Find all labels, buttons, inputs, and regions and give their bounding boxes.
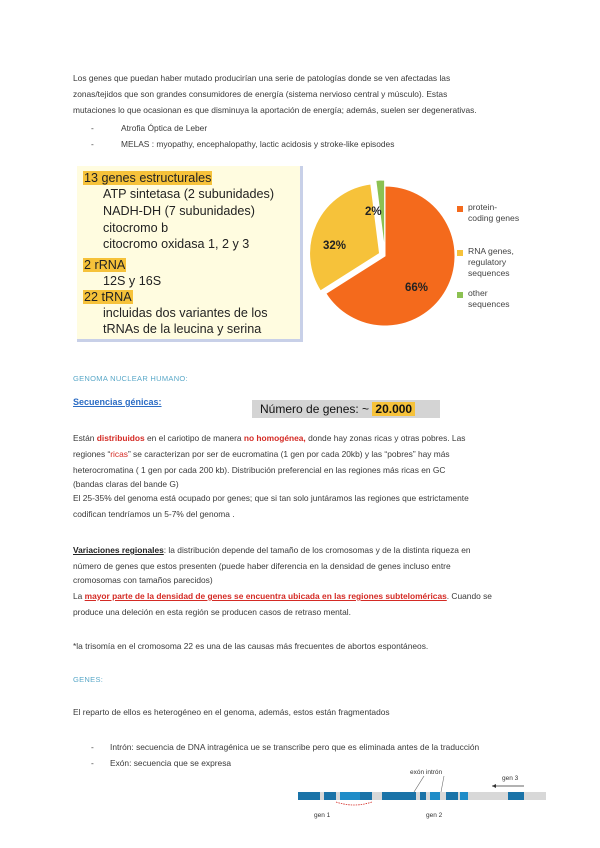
legend-rna-line: RNA genes, [468, 246, 514, 256]
p4-line-2: produce una deleción en esta región se producen casos de retraso mental. [73, 607, 351, 617]
legend-protein-line: protein- [468, 202, 498, 212]
bullet-melas-text: MELAS : myopathy, encephalopathy, lactic acidosis y stroke-like episodes [121, 139, 395, 149]
legend-protein [468, 202, 519, 224]
legend-other-line: other [468, 288, 488, 298]
legend-swatch-protein [457, 206, 463, 212]
p1-line-1 [73, 431, 528, 445]
genes-count-value: 20.000 [372, 402, 415, 416]
section-title-genes: GENES: [73, 675, 104, 684]
bullet-exon-text: Exón: secuencia que se expresa [110, 758, 232, 768]
segment-gen2 [382, 792, 416, 800]
gene-structure-diagram [296, 764, 552, 824]
p3-line1-text: : la distribución depende del tamaño de los cromosomas y de la distinta riqueza en [163, 545, 471, 555]
gen1-bracket [336, 802, 372, 805]
intro-line-1: Los genes que puedan haber mutado producirían una serie de patologías donde se ven afectadas las [73, 73, 451, 83]
p4-line-1 [73, 589, 528, 603]
segment-gen1 [298, 792, 320, 800]
segment-gen2 [446, 792, 458, 800]
segment-gen1 [360, 792, 372, 800]
p1-line-2 [73, 447, 528, 461]
gen3-arrow-head [492, 784, 496, 788]
pie-label-protein: 66% [405, 282, 429, 294]
p1-line-4: (bandas claras del bande G) [73, 479, 179, 489]
bullet-dash: - [91, 123, 94, 133]
pie-slices [310, 180, 455, 326]
subheading-secuencias [73, 395, 162, 409]
p4-red: mayor parte de la densidad de genes se encuentra ubicada en las regiones subteloméricas [84, 591, 447, 601]
structural-genes-header-text: 13 genes estructurales [84, 171, 212, 185]
rrna-header [83, 257, 126, 273]
segment-gen1 [340, 792, 360, 800]
segment-gen2 [430, 792, 440, 800]
pointer-exon [414, 776, 424, 792]
rrna-header-text: 2 rRNA [84, 258, 126, 272]
p1-mid: en el cariotipo de manera [144, 433, 244, 443]
p3-bold: Variaciones regionales [73, 545, 164, 555]
p1-distribuidos: distribuidos [96, 433, 145, 443]
p2-line-2: codifican tendríamos un 5-7% del genoma . [73, 509, 235, 519]
pie-label-rna: 32% [323, 240, 347, 252]
trna-item: tRNAs de la leucina y serina [103, 322, 262, 336]
note-trisomia: *la trisomía en el cromosoma 22 es una de las causas más frecuentes de abortos espontáneos. [73, 641, 429, 651]
p4-post: . Cuando se [446, 591, 492, 601]
legend-rna-line: regulatory [468, 257, 507, 267]
genes-count-label: Número de genes: ~ [260, 402, 373, 416]
bullet-dash: - [91, 139, 94, 149]
legend-swatch-rna [457, 250, 463, 256]
legend-rna-line: sequences [468, 268, 510, 278]
p1-line2-a: regiones “ [73, 449, 111, 459]
p3-line-3: cromosomas con tamaños parecidos) [73, 575, 213, 585]
rrna-item: 12S y 16S [103, 274, 162, 288]
p1-no-homogenea: no homogénea, [243, 433, 306, 443]
p1-ricas: ricas [110, 449, 128, 459]
structural-item: citocromo b [103, 221, 169, 235]
p1-pre: Están [73, 433, 97, 443]
genes-count-box [252, 400, 440, 418]
structural-item: citocromo oxidasa 1, 2 y 3 [103, 237, 250, 251]
legend-other-line: sequences [468, 299, 510, 309]
legend-protein-line: coding genes [468, 213, 520, 223]
intro-line-3: mutaciones lo que ocasionan es que disminuya la aportación de energía; además, suelen ser degenerativas. [73, 105, 477, 115]
p3-line-2: número de genes que estos presenten (puede haber diferencia en la densidad de genes incluso entre [73, 561, 451, 571]
structural-item: NADH-DH (7 subunidades) [103, 204, 255, 218]
trna-item: incluidas dos variantes de los [103, 306, 268, 320]
p4-pre: La [73, 591, 85, 601]
label-gen3: gen 3 [502, 775, 519, 782]
label-gen2: gen 2 [426, 812, 443, 819]
legend-other [468, 288, 510, 310]
intro-line-2: zonas/tejidos que son grandes consumidores de energía (sistema nervioso central y músculo). Estas [73, 89, 448, 99]
bullet-dash: - [91, 758, 94, 768]
bullet-dash: - [91, 742, 94, 752]
p1-post: donde hay zonas ricas y otras pobres. Las [305, 433, 466, 443]
legend-rna [468, 246, 514, 279]
pie-label-other: 2% [365, 206, 382, 218]
p1-line-3: heterocromatina ( 1 gen por cada 200 kb). Distribución preferencial en las regiones más ricas en GC [73, 465, 446, 475]
legend-swatch-other [457, 292, 463, 298]
p3-line-1 [73, 543, 528, 557]
structural-genes-header [83, 170, 212, 186]
pointer-intron [441, 776, 444, 792]
structural-item: ATP sintetasa (2 subunidades) [103, 187, 275, 201]
bullet-intron-text: Intrón: secuencia de DNA intragénica ue se transcribe pero que es eliminada antes de la traducción [110, 742, 480, 752]
genes-line-1: El reparto de ellos es heterogéneo en el genoma, además, estos están fragmentados [73, 707, 390, 717]
trna-header-text: 22 tRNA [84, 290, 132, 304]
segment-gen3 [508, 792, 524, 800]
segment-gen2 [420, 792, 426, 800]
trna-header [83, 289, 133, 305]
segment-gen1 [324, 792, 336, 800]
bullet-leber-text: Atrofia Óptica de Leber [121, 123, 208, 133]
p2-line-1: El 25-35% del genoma está ocupado por genes; que si tan solo juntáramos las regiones que estrictamente [73, 493, 469, 503]
label-exon-intron: exón intrón [410, 769, 443, 776]
section-title-nuclear: GENOMA NUCLEAR HUMANO: [73, 374, 188, 383]
mito-genes-box [77, 166, 303, 342]
label-gen1: gen 1 [314, 812, 331, 819]
p1-line2-b: ” se caracterizan por ser de eucromatina (1 gen por cada 20kb) y las “pobres” hay más [127, 449, 450, 459]
segment-gen2 [460, 792, 468, 800]
subheading-secuencias-text: Secuencias génicas: [73, 397, 162, 407]
